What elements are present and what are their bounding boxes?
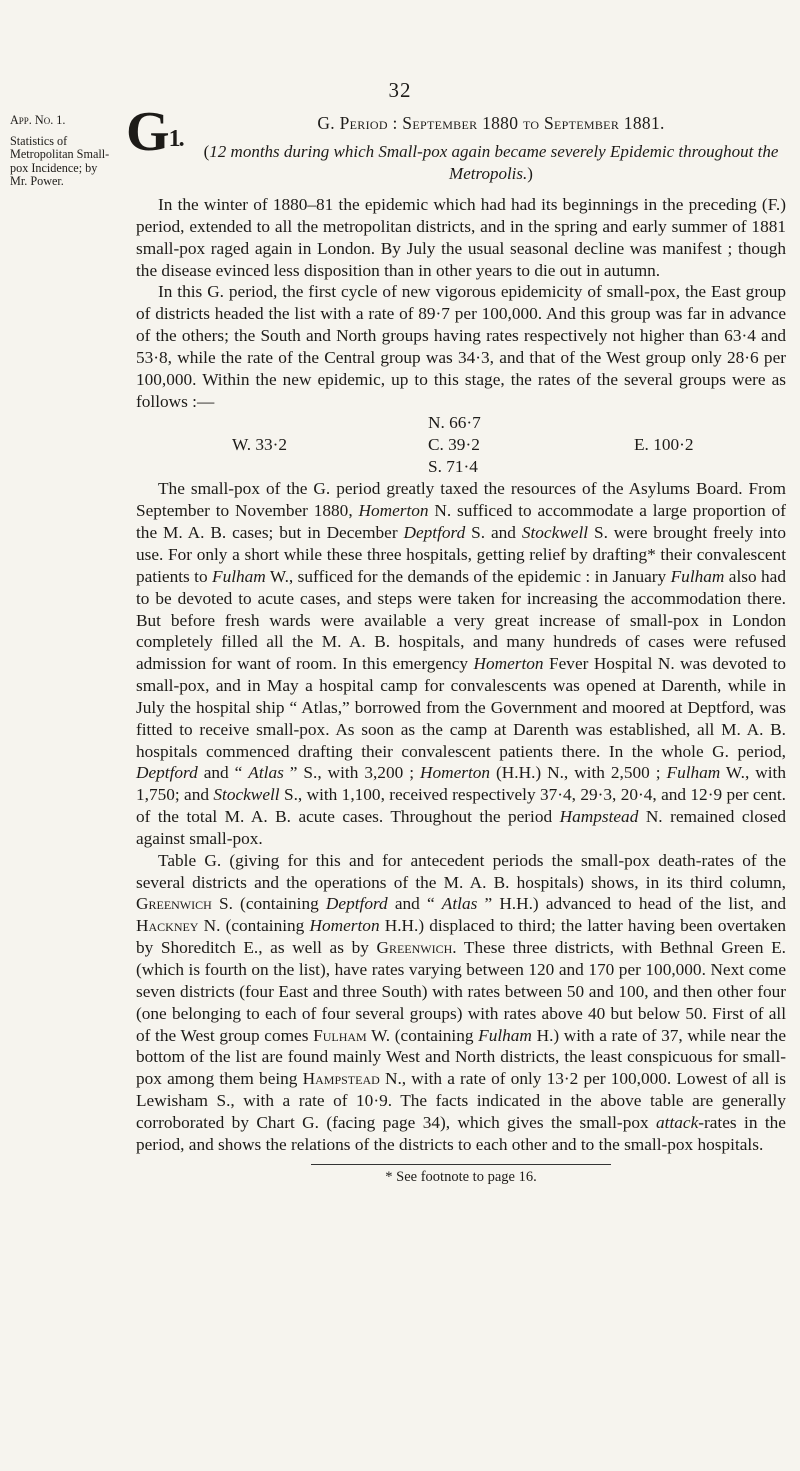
main-content: [126, 101, 787, 1186]
p3-stockwell: Stockwell: [521, 523, 589, 543]
p4-homerton: Homerton: [309, 916, 380, 936]
p3l: S., with 1,100, received respectively 37·4, 29·3, 20·4, and 12·9 per cent. of the total M. A. B. acute cases. Throughout the period: [136, 785, 786, 827]
p4j: N., with a rate of only 13·2 per 100,000. Lowest of all is Lewisham S., with a rate of 10·9. The facts indicated in the above table are generally corroborated by Chart G. (facing page 34), which gives the small-pox: [136, 1069, 786, 1132]
p3-homerton: Homerton: [358, 501, 429, 521]
section-letter-g: G: [126, 101, 168, 163]
p4f: H.H.) displaced to third; the latter having been overtaken by Shoreditch E., as well as by: [136, 916, 786, 958]
p4e: N. (containing: [198, 916, 310, 936]
p4k: -rates in the period, and shows the relations of the districts to each other and to the small-pox hospitals.: [136, 1112, 786, 1154]
rate-central: C. 39·2: [428, 435, 480, 455]
section-letter: [126, 101, 183, 167]
margin-note: Statistics of Metropolitan Small-pox Incidence; by Mr. Power.: [10, 134, 110, 188]
p3m: N. remained closed against small-pox.: [136, 807, 787, 848]
margin-notes: [10, 114, 110, 188]
footnote: * See footnote to page 16.: [385, 1168, 537, 1185]
section-letter-sub: 1.: [168, 126, 183, 152]
p4d: ” H.H.) advanced to head of the list, and: [477, 894, 786, 914]
paragraph-1: In the winter of 1880–81 the epidemic which had had its beginnings in the preceding (F.) period, extended to all the metropolitan districts, and in the spring and early summer of 1881 small-pox raged again in London. By July the usual seasonal decline was manifest ; though the disease evinced less disposition than in other years to die out in autumn.: [136, 195, 786, 280]
paragraph-2: In this G. period, the first cycle of new vigorous epidemicity of small-pox, the East group of districts headed the list with a rate of 89·7 per 100,000. And this group was far in advance of the others; the South and North groups having rates respectively not higher than 63·4 and 53·8, while the rate of the Central group was 34·3, and that of the West group only 28·6 per 100,000. Within the new epidemic, up to this stage, the rates of the several groups were as follows :—: [136, 282, 786, 411]
p3-homerton-3: Homerton: [419, 763, 491, 783]
p3g: Fever Hospital N. was devoted to small-pox, and in May a hospital camp for convalescents was opened at Darenth, while in July the hospital ship “ Atlas,” borrowed from the Government and moored at Deptford, was fitted to receive small-pox. As soon as the camp at Darenth was established, all M. A. B. hospitals commenced drafting their convalescent patients there. In the whole G. period,: [136, 654, 787, 761]
p4a: Table G. (giving for this and for antecedent periods the small-pox death-rates of the several districts and the operations of the M. A. B. hospitals) shows, in its third column,: [136, 850, 786, 892]
body-text: [136, 194, 786, 412]
page-number: 32: [388, 78, 412, 102]
paragraph-3: [136, 478, 786, 849]
p4-fulham: Fulham: [313, 1025, 367, 1045]
p4-fulham-2: Fulham: [478, 1025, 532, 1045]
p3d: S. were brought freely into use. For only a short while these three hospitals, getting relief by drafting* their convalescent patients to: [136, 523, 787, 586]
appendix-label: App. No. 1.: [10, 113, 66, 127]
p4-attack: attack: [656, 1112, 699, 1132]
section-title: G. Period : September 1880 to September 1881.: [317, 113, 665, 133]
p4-atlas: Atlas: [441, 894, 478, 914]
p3-homerton-fever: Homerton: [473, 654, 544, 674]
p3c: S. and: [465, 523, 522, 543]
rate-east: E. 100·2: [634, 435, 694, 455]
footnote-divider: [311, 1164, 611, 1165]
p4g: . These three districts, with Bethnal Green E. (which is fourth on the list), have rates varying between 120 and 170 per 100,000. Next come seven districts (four East and three South) with rates between 50 and 100, and then other four (one belonging to each of four several groups) with rates above 40 but below 50. First of all of the West group comes: [136, 938, 786, 1045]
p3h: and “: [197, 763, 249, 783]
p3j: (H.H.) N., with 2,500 ;: [490, 763, 667, 783]
p4-hampstead: Hampstead: [302, 1069, 380, 1089]
p3e: W., sufficed for the demands of the epidemic : in January: [265, 566, 671, 586]
rate-west: W. 33·2: [232, 435, 288, 455]
p4-greenwich-2: Greenwich: [376, 938, 453, 958]
p4h: W. (containing: [366, 1025, 479, 1045]
p3-stockwell-3: Stockwell: [213, 785, 280, 805]
p3f: also had to be devoted to acute cases, and steps were taken for increasing the accommodation there. But before fresh wards were available a very great increase of small-pox in London completely filled all the M. A. B. hospitals, and many hundreds of cases were refused admission for want of room. In this emergency: [136, 566, 786, 674]
paren-close: ): [527, 164, 533, 183]
p3-fulham: Fulham: [212, 566, 266, 586]
p3-fulham-3: Fulham: [666, 763, 721, 783]
body-text-2: [136, 478, 786, 1155]
p4i: H.) with a rate of 37, while near the bottom of the list are found mainly West and North districts, the least conspicuous for small-pox among them being: [136, 1025, 786, 1089]
rate-north: N. 66·7: [428, 413, 481, 433]
p4-greenwich: Greenwich: [136, 894, 212, 914]
p3-deptford-2: Deptford: [136, 763, 198, 783]
p3k: W., with 1,750; and: [136, 763, 786, 805]
p3-deptford: Deptford: [403, 523, 466, 543]
p3-atlas: Atlas: [248, 763, 284, 783]
paren-open: (: [203, 142, 210, 161]
p3-fulham-2: Fulham: [670, 566, 725, 586]
paragraph-4: [136, 850, 786, 1156]
p3i: ” S., with 3,200 ;: [283, 763, 420, 783]
group-rates: [136, 412, 786, 500]
section-header: [126, 101, 786, 194]
p4b: S. (containing: [211, 894, 326, 914]
p3a: The small-pox of the G. period greatly taxed the resources of the Asylums Board. From September to November 1880,: [136, 479, 786, 521]
p3-hampstead: Hampstead: [559, 807, 639, 827]
p4-hackney: Hackney: [136, 916, 199, 936]
subtitle-text: 12 months during which Small-pox again became severely Epidemic throughout the Metropolis.: [209, 142, 779, 183]
section-subtitle: [196, 141, 786, 185]
rate-south: S. 71·4: [428, 457, 478, 477]
p4c: and “: [387, 894, 442, 914]
p4-deptford: Deptford: [325, 894, 388, 914]
p3b: N. sufficed to accommodate a large proportion of the M. A. B. cases; but in December: [136, 501, 786, 543]
